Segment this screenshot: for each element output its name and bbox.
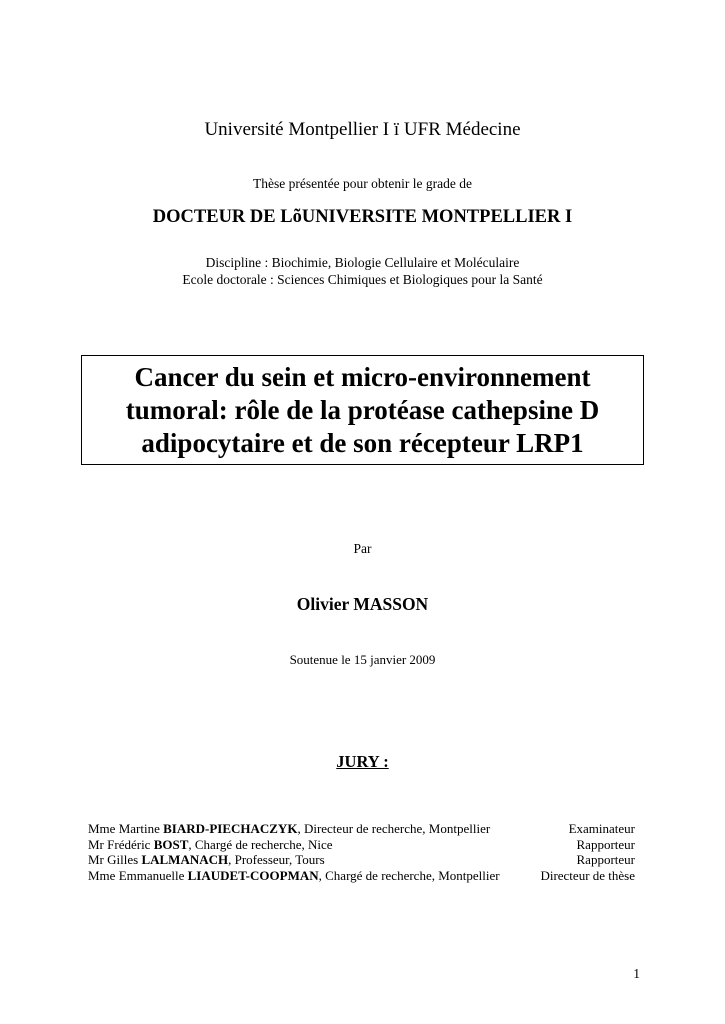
- jury-member-role: Directeur de thèse: [540, 867, 635, 883]
- jury-list: [88, 821, 635, 883]
- jury-member-name: [88, 868, 500, 884]
- by-label: Par: [353, 541, 372, 556]
- jury-member-prefix: Mme Emmanuelle: [88, 867, 188, 883]
- jury-member-row: [88, 821, 635, 837]
- jury-member-role: Rapporteur: [576, 852, 635, 867]
- doctoral-school-line: Ecole doctorale : Sciences Chimiques et Biologiques pour la Santé: [182, 272, 543, 287]
- jury-member-details: , Professeur, Tours: [228, 852, 325, 867]
- defense-date: Soutenue le 15 janvier 2009: [289, 652, 436, 667]
- jury-member-details: , Chargé de recherche, Nice: [188, 836, 333, 852]
- jury-member-prefix: Mr Gilles: [88, 852, 142, 867]
- jury-member-surname: LIAUDET-COOPMAN: [187, 867, 319, 883]
- page-number: 1: [633, 966, 640, 981]
- thesis-title-line: adipocytaire et de son récepteur LRP1: [141, 428, 584, 458]
- jury-member-details: , Directeur de recherche, Montpellier: [297, 821, 491, 836]
- discipline-line: Discipline : Biochimie, Biologie Cellulaire et Moléculaire: [205, 255, 520, 270]
- jury-member-surname: LALMANACH: [141, 852, 229, 867]
- jury-member-surname: BOST: [153, 836, 189, 852]
- jury-member-row: [88, 868, 635, 884]
- jury-member-name: [88, 821, 490, 837]
- discipline-block: [0, 254, 725, 288]
- jury-member-details: , Chargé de recherche, Montpellier: [318, 867, 500, 883]
- jury-member-role: Rapporteur: [576, 836, 635, 852]
- thesis-title: [82, 356, 643, 460]
- jury-member-name: [88, 852, 325, 868]
- degree-title: DOCTEUR DE LõUNIVERSITE MONTPELLIER I: [152, 207, 573, 227]
- thesis-intro-line: Thèse présentée pour obtenir le grade de: [253, 176, 472, 191]
- jury-member-surname: BIARD-PIECHACZYK: [163, 821, 298, 836]
- jury-member-prefix: Mr Frédéric: [88, 836, 154, 852]
- university-line: Université Montpellier I ï UFR Médecine: [204, 119, 521, 140]
- thesis-title-line: tumoral: rôle de la protéase cathepsine D: [125, 395, 600, 425]
- jury-member-role: Examinateur: [568, 821, 635, 836]
- jury-member-prefix: Mme Martine: [88, 821, 164, 836]
- thesis-title-line: Cancer du sein et micro-environnement: [134, 362, 591, 392]
- jury-member-name: [88, 837, 333, 853]
- jury-heading: JURY :: [336, 752, 389, 771]
- author-name: Olivier MASSON: [296, 594, 429, 614]
- jury-member-row: [88, 837, 635, 853]
- jury-member-row: [88, 852, 635, 868]
- thesis-title-box: [81, 355, 644, 465]
